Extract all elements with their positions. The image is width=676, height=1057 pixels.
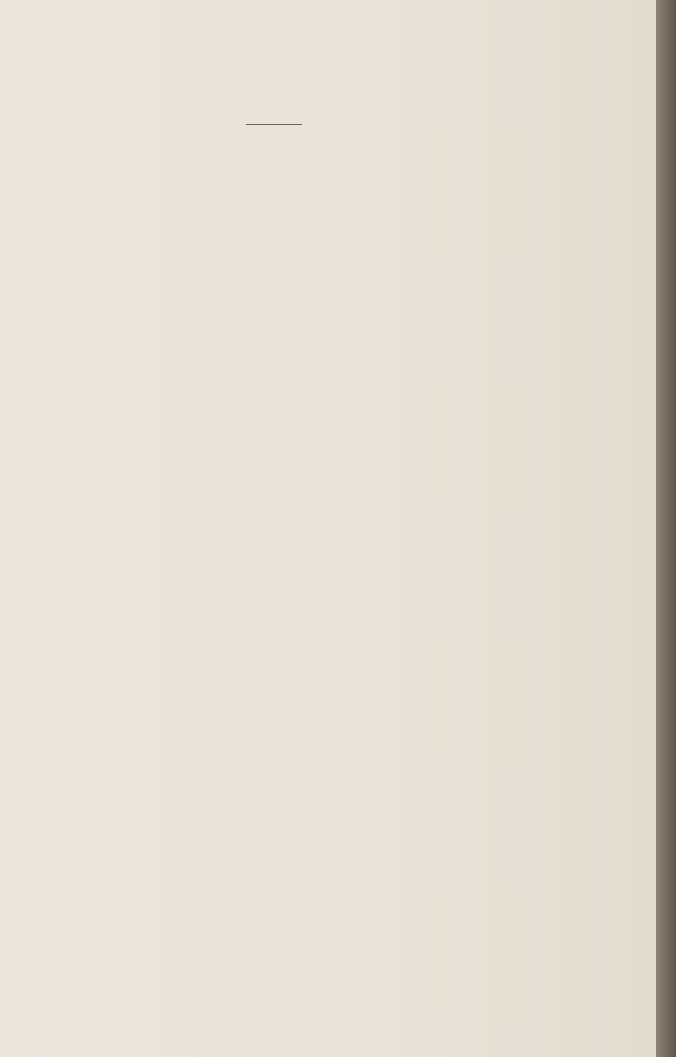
page-edge — [656, 0, 676, 1057]
page-number-rule — [246, 124, 302, 125]
